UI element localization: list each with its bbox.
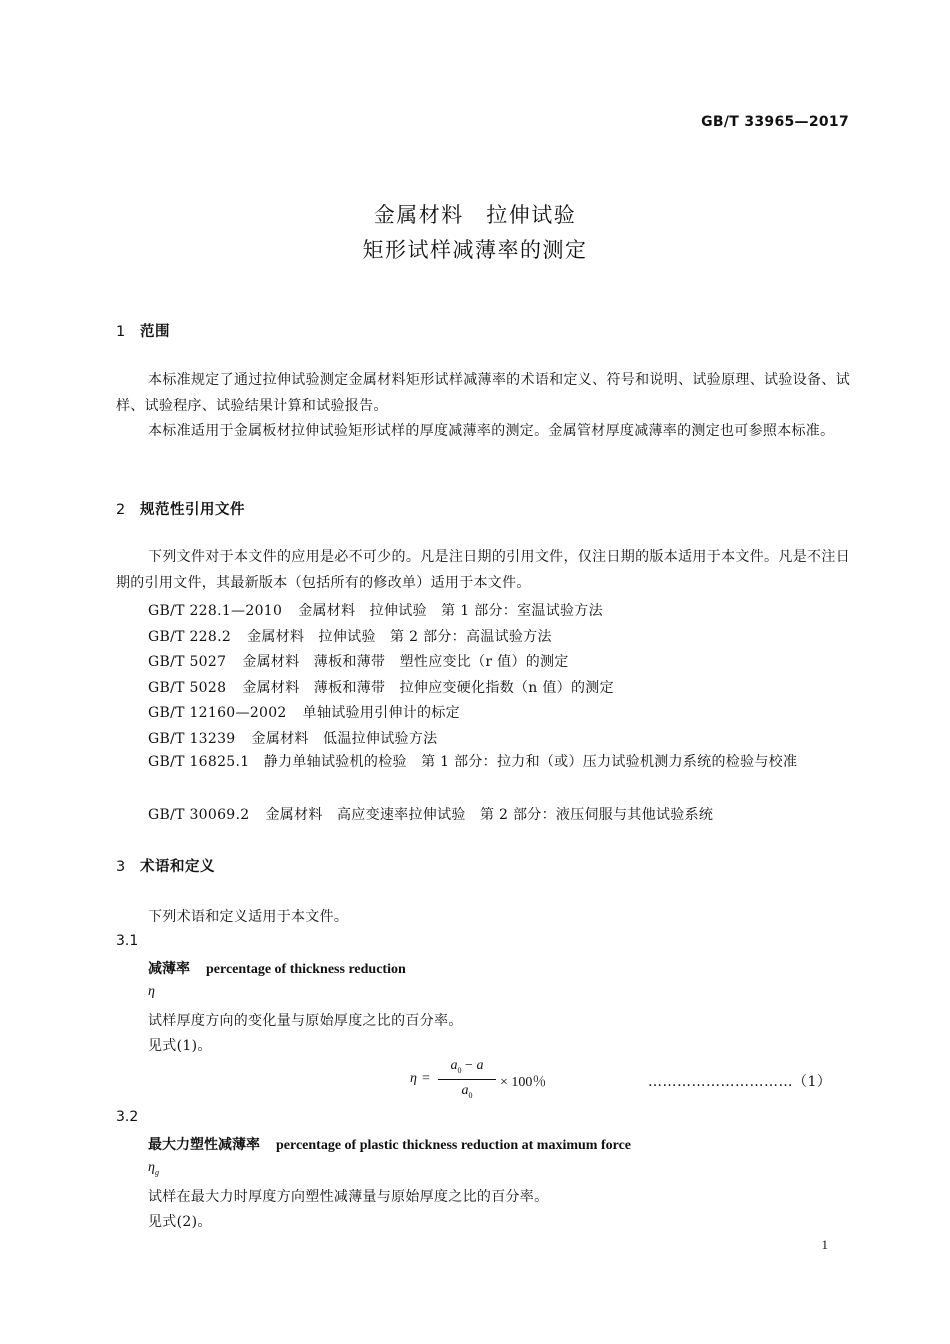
section-title: 术语和定义 — [140, 859, 215, 875]
formula-reference: 见式(2)。 — [148, 1214, 212, 1230]
reference-title: 单轴试验用引伸计的标定 — [302, 705, 460, 721]
term-symbol: $\eta_g$ — [148, 1160, 159, 1177]
paragraph: 本标准适用于金属板材拉伸试验矩形试样的厚度减薄率的测定。金属管材厚度减薄率的测定也可参照本标准。 — [148, 423, 835, 439]
reference-title: 金属材料 高应变速率拉伸试验 第 2 部分：液压伺服与其他试验系统 — [265, 807, 714, 823]
reference-code: GB/T 5028 — [148, 680, 227, 696]
formula-denominator: $a_0$ — [461, 1083, 473, 1100]
reference-item-long: GB/T 16825.1 静力单轴试验机的检验 第 1 部分：拉力和（或）压力试验机测力系统的检验与校准 — [148, 754, 798, 770]
reference-title: 金属材料 拉伸试验 第 2 部分：高温试验方法 — [247, 629, 552, 645]
reference-title: 金属材料 薄板和薄带 塑性应变比（r 值）的测定 — [242, 654, 569, 670]
formula-lhs: η — [410, 1071, 417, 1086]
page-number: 1 — [821, 1237, 828, 1252]
equation-number: …………………………（1） — [648, 1074, 832, 1090]
reference-code: GB/T 12160—2002 — [148, 705, 287, 721]
term-definition: 试样在最大力时厚度方向塑性减薄量与原始厚度之比的百分率。 — [148, 1189, 549, 1205]
paragraph: 下列文件对于本文件的应用是必不可少的。凡是注日期的引用文件，仅注日期的版本适用于本文件。凡是不注日期的引用文件，其最新版本（包括所有的修改单）适用于本文件。 — [116, 549, 850, 591]
reference-item — [148, 804, 713, 824]
term-zh: 最大力塑性减薄率 — [148, 1137, 260, 1153]
reference-item — [148, 626, 552, 646]
term-en: percentage of thickness reduction — [206, 962, 406, 977]
term-en: percentage of plastic thickness reduction at maximum force — [276, 1138, 632, 1153]
title-line-2: 矩形试样减薄率的测定 — [362, 238, 588, 262]
term-heading — [148, 1134, 631, 1154]
section-title: 范围 — [140, 324, 170, 340]
reference-code: GB/T 5027 — [148, 654, 227, 670]
reference-code: GB/T 13239 — [148, 731, 236, 747]
standard-number: GB/T 33965—2017 — [701, 114, 849, 130]
formula-equals: = — [422, 1071, 430, 1086]
reference-title: 金属材料 低温拉伸试验方法 — [251, 731, 438, 747]
section-title: 规范性引用文件 — [140, 502, 245, 518]
term-symbol: η — [148, 984, 155, 999]
reference-item — [148, 702, 460, 722]
reference-title: 金属材料 拉伸试验 第 1 部分：室温试验方法 — [298, 603, 603, 619]
reference-code: GB/T 228.2 — [148, 629, 232, 645]
section-3-heading — [116, 855, 215, 876]
term-heading — [148, 958, 406, 978]
section-number: 2 — [116, 502, 126, 518]
formula-1 — [410, 1058, 570, 1104]
reference-item — [148, 651, 569, 671]
formula-reference: 见式(1)。 — [148, 1038, 212, 1054]
reference-item — [148, 600, 603, 620]
paragraph: 下列术语和定义适用于本文件。 — [148, 909, 349, 925]
formula-numerator: $a_0 - a$ — [450, 1058, 484, 1075]
reference-title: 金属材料 薄板和薄带 拉伸应变硬化指数（n 值）的测定 — [242, 680, 614, 696]
formula-multiplier: × 100％ — [500, 1075, 547, 1090]
section-2-heading — [116, 498, 245, 519]
section-1-heading — [116, 320, 170, 341]
paragraph: 本标准规定了通过拉伸试验测定金属材料矩形试样减薄率的术语和定义、符号和说明、试验原理、试验设备、试样、试验程序、试验结果计算和试验报告。 — [116, 372, 850, 414]
term-zh: 减薄率 — [148, 961, 190, 977]
title-line-1: 金属材料 拉伸试验 — [373, 203, 577, 227]
term-definition: 试样厚度方向的变化量与原始厚度之比的百分率。 — [148, 1013, 463, 1029]
fraction-bar — [438, 1079, 496, 1080]
reference-code: GB/T 228.1—2010 — [148, 603, 283, 619]
term-number: 3.2 — [116, 1109, 139, 1125]
section-number: 1 — [116, 324, 126, 340]
section-number: 3 — [116, 859, 126, 875]
reference-code: GB/T 30069.2 — [148, 807, 250, 823]
reference-item — [148, 677, 614, 697]
reference-item — [148, 728, 437, 748]
term-number: 3.1 — [116, 933, 139, 949]
